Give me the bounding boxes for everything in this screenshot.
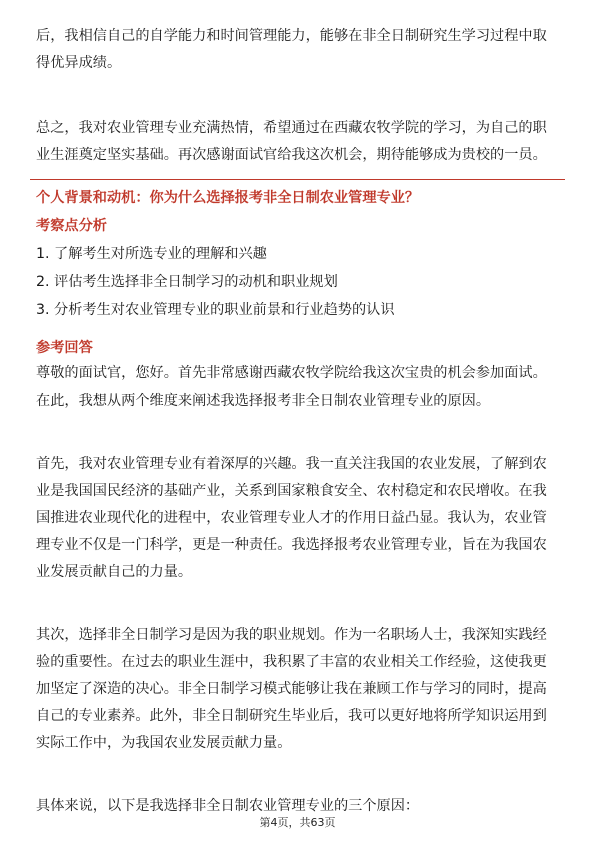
summary-line-1: 总之，我对农业管理专业充满热情，希望通过在西藏农牧学院的学习，为自己的职 [36,120,547,136]
intro-line-1: 后，我相信自己的自学能力和时间管理能力，能够在非全日制研究生学习过程中取 [36,28,547,44]
answer-p3-line-1: 其次，选择非全日制学习是因为我的职业规划。作为一名职场人士，我深知实践经 [36,627,547,643]
answer-p1-line-1: 尊敬的面试官，您好。首先非常感谢西藏农牧学院给我这次宝贵的机会参加面试。 [36,365,547,381]
answer-p3-line-3: 加坚定了深造的决心。非全日制学习模式能够让我在兼顾工作与学习的同时，提高 [36,681,547,697]
points-heading: 考察点分析 [36,218,107,234]
answer-p2-line-3: 国推进农业现代化的进程中，农业管理专业人才的作用日益凸显。我认为，农业管 [36,510,547,526]
point-item-2: 2. 评估考生选择非全日制学习的动机和职业规划 [36,274,338,290]
question-title: 个人背景和动机：你为什么选择报考非全日制农业管理专业？ [36,190,420,206]
section-divider [30,179,565,180]
answer-p2-line-4: 理专业不仅是一门科学，更是一种责任。我选择报考农业管理专业，旨在为我国农 [36,537,547,553]
answer-p2-line-1: 首先，我对农业管理专业有着深厚的兴趣。我一直关注我国的农业发展，了解到农 [36,456,547,472]
page-footer: 第4页，共63页 [259,816,336,829]
answer-p3-line-5: 实际工作中，为我国农业发展贡献力量。 [36,735,292,751]
answer-heading: 参考回答 [36,340,93,356]
answer-p1-line-2: 在此，我想从两个维度来阐述我选择报考非全日制农业管理专业的原因。 [36,393,491,409]
point-item-3: 3. 分析考生对农业管理专业的职业前景和行业趋势的认识 [36,302,395,318]
answer-p2-line-5: 业发展贡献自己的力量。 [36,564,193,580]
answer-p4-line-1: 具体来说，以下是我选择非全日制农业管理专业的三个原因： [36,798,420,814]
intro-line-2: 得优异成绩。 [36,55,122,71]
answer-p2-line-2: 业是我国国民经济的基础产业，关系到国家粮食安全、农村稳定和农民增收。在我 [36,483,547,499]
answer-p3-line-4: 自己的专业素养。此外，非全日制研究生毕业后，我可以更好地将所学知识运用到 [36,708,547,724]
answer-p3-line-2: 验的重要性。在过去的职业生涯中，我积累了丰富的农业相关工作经验，这使我更 [36,654,547,670]
point-item-1: 1. 了解考生对所选专业的理解和兴趣 [36,246,267,262]
summary-line-2: 业生涯奠定坚实基础。再次感谢面试官给我这次机会，期待能够成为贵校的一员。 [36,147,547,163]
